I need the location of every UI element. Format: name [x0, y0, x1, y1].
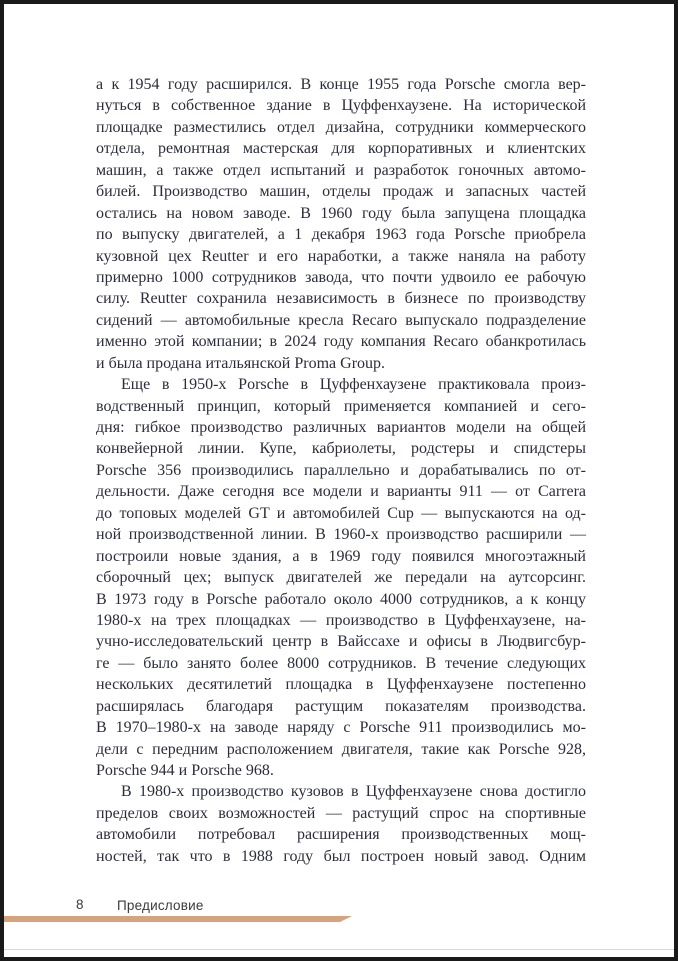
text-line: нуться в собственное здание в Цуффенхаузене. На исторической: [96, 97, 586, 115]
text-line: по выпуску двигателей, а 1 декабря 1963 года Porsche приобрела: [96, 226, 586, 244]
text-line: силу. Reutter сохранила независимость в бизнесе по производству: [96, 290, 586, 308]
text-line: В 1970–1980-х на заводе наряду с Porsche 911 производились мо-: [96, 719, 586, 737]
text-line: учно-исследовательский центр в Вайссахе и офисы в Людвигсбур-: [96, 633, 586, 651]
text-line: дели с передним расположением двигателя, такие как Porsche 928,: [96, 740, 586, 758]
footer-accent-bar: [4, 916, 352, 922]
text-line: ге — было занято более 8000 сотрудников. В течение следующих: [96, 654, 586, 672]
book-page: [4, 4, 674, 957]
text-line: площадке разместились отдел дизайна, сотрудники коммерческого: [96, 118, 586, 136]
text-line: кузовной цех Reutter и его наработки, а также наняла на работу: [96, 247, 586, 265]
text-line: пределов своих возможностей — растущий спрос на спортивные: [96, 804, 586, 822]
text-line: и была продана итальянской Proma Group.: [96, 354, 386, 372]
text-line: Porsche 356 производились параллельно и дорабатывались по от-: [96, 461, 586, 479]
text-line: до топовых моделей GT и автомобилей Cup — выпускаются на од-: [96, 504, 586, 522]
text-line: ной производственной линии. В 1960-х производство расширили —: [96, 526, 586, 544]
text-line: ностей, так что в 1988 году был построен новый завод. Одним: [96, 847, 586, 865]
text-line: примерно 1000 сотрудников завода, что почти удвоило ее рабочую: [96, 268, 586, 286]
text-line: именно этой компании; в 2024 году компания Recaro обанкротилась: [96, 333, 586, 351]
text-line: В 1973 году в Porsche работало около 4000 сотрудников, а к концу: [96, 590, 586, 608]
text-line: Porsche 944 и Porsche 968.: [96, 762, 274, 779]
text-line: сидений — автомобильные кресла Recaro выпускало подразделение: [96, 311, 586, 329]
text-line: В 1980-х производство кузовов в Цуффенхаузене снова достигло: [121, 783, 586, 801]
text-line: сборочный цех; выпуск двигателей же передали на аутсорсинг.: [96, 569, 586, 587]
text-block: [96, 74, 586, 867]
text-line: остались на новом заводе. В 1960 году была запущена площадка: [96, 204, 586, 222]
text-line: конвейерной линии. Купе, кабриолеты, родстеры и спидстеры: [96, 440, 586, 458]
text-line: нескольких десятилетий площадка в Цуффенхаузене постепенно: [96, 676, 586, 694]
text-line: водственный принцип, который применяется компанией и сего-: [96, 397, 586, 415]
text-line: расширялась благодаря растущим показателям производства.: [96, 697, 586, 715]
text-line: машин, а также отдел испытаний и разработок гоночных автомо-: [96, 161, 586, 179]
text-line: автомобили потребовал расширения производственных мощ-: [96, 826, 586, 844]
chapter-title: Предисловие: [117, 898, 204, 913]
page-bottom-edge: [4, 949, 674, 950]
page-number: 8: [76, 897, 84, 912]
text-line: билей. Производство машин, отделы продаж и запасных частей: [96, 183, 586, 201]
text-line: дня: гибкое производство различных вариантов модели на общей: [96, 419, 586, 436]
text-line: а к 1954 году расширился. В конце 1955 года Porsche смогла вер-: [96, 76, 586, 93]
text-line: дельности. Даже сегодня все модели и варианты 911 — от Carrera: [96, 483, 586, 501]
text-line: отдела, ремонтная мастерская для корпоративных и клиентских: [96, 140, 586, 158]
text-line: Еще в 1950-х Porsche в Цуффенхаузене практиковала произ-: [121, 376, 586, 394]
text-line: 1980-х на трех площадках — производство в Цуффенхаузене, на-: [96, 611, 586, 629]
text-line: построили новые здания, а в 1969 году появился многоэтажный: [96, 547, 586, 565]
